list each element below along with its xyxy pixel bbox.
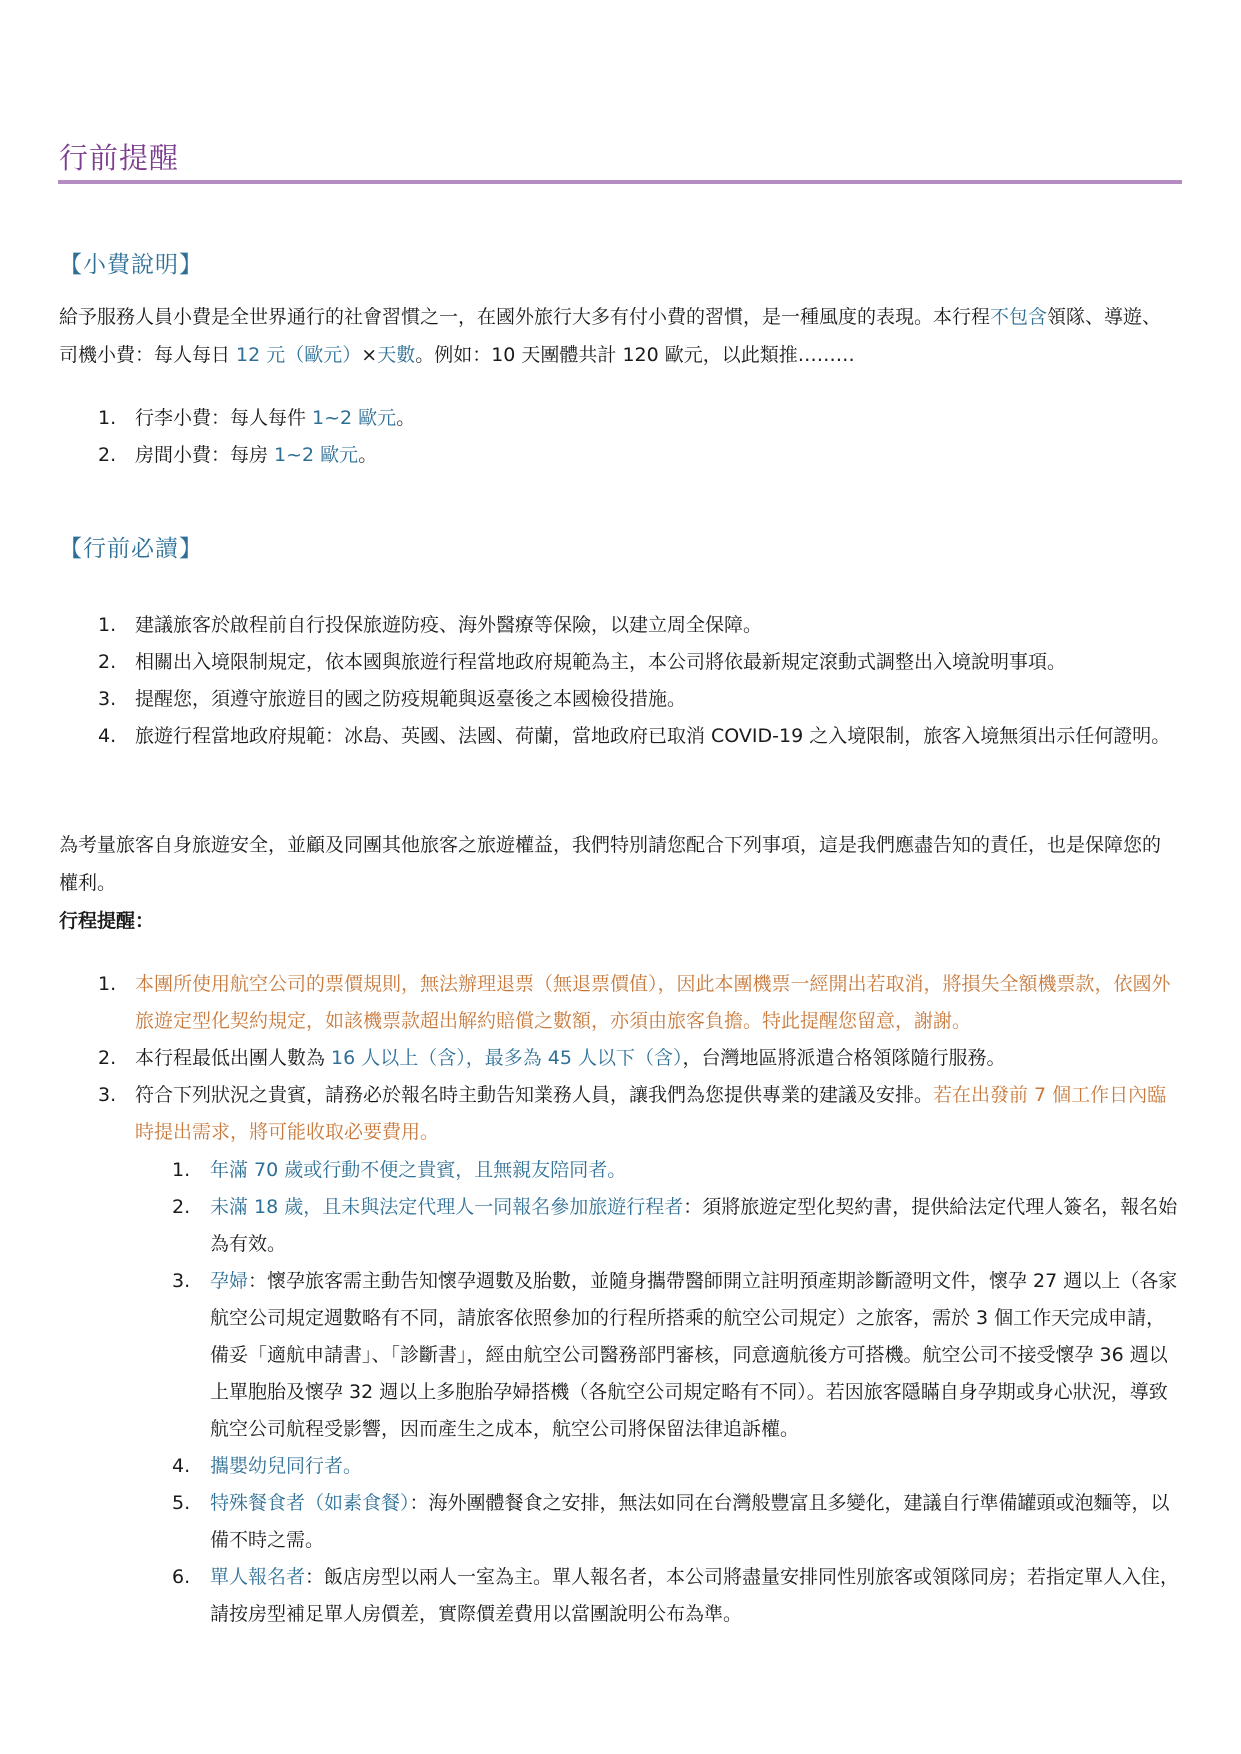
list-item-text bbox=[135, 1047, 1006, 1069]
list-number: 3. bbox=[98, 1084, 117, 1106]
text-run: 1~2 歐元 bbox=[312, 407, 397, 429]
list-item-text bbox=[210, 1492, 1170, 1551]
list-number: 1. bbox=[98, 614, 117, 636]
list-item bbox=[0, 1077, 1180, 1151]
text-run: 本團所使用航空公司的票價規則，無法辦理退票（無退票價值），因此本團機票一經開出若取消，將損失全額機票款，依國外旅遊定型化契約規定，如該機票款超出解約賠償之數額，亦須由旅客負擔。特此提醒您留意，謝謝。 bbox=[135, 973, 1171, 1032]
itinerary-reminder-label: 行程提醒： bbox=[59, 910, 155, 932]
text-run: 符合下列狀況之貴賓，請務必於報名時主動告知業務人員，讓我們為您提供專業的建議及安排。 bbox=[135, 1084, 934, 1106]
list-number: 4. bbox=[172, 1455, 191, 1477]
text-run: 。例如：10 天團體共計 120 歐元，以此類推……… bbox=[415, 344, 855, 366]
text-run: 年滿 70 歲或行動不便之貴賓，且無親友陪同者。 bbox=[210, 1159, 627, 1181]
safety-paragraph: 為考量旅客自身旅遊安全，並顧及同團其他旅客之旅遊權益，我們特別請您配合下列事項，這是我們應盡告知的責任，也是保障您的權利。 bbox=[59, 834, 1162, 894]
text-run: 房間小費：每房 bbox=[135, 444, 275, 466]
list-item-text bbox=[210, 1159, 626, 1181]
text-run: 旅遊行程當地政府規範：冰島、英國、法國、荷蘭，當地政府已取消 COVID-19 之入境限制，旅客入境無須出示任何證明。 bbox=[135, 725, 1171, 747]
list-item-text bbox=[135, 725, 1170, 747]
text-run: 領隊、導遊、司機小費：每人每日 bbox=[59, 306, 1162, 366]
tips-list bbox=[0, 400, 1241, 474]
tips-intro bbox=[59, 298, 1179, 374]
text-run: 天數 bbox=[377, 344, 416, 366]
list-number: 6. bbox=[172, 1566, 191, 1588]
text-run: 1~2 歐元 bbox=[274, 444, 359, 466]
text-run: 不包含 bbox=[990, 306, 1048, 328]
list-item bbox=[0, 400, 1180, 437]
reminders-list bbox=[0, 966, 1241, 1151]
text-run: 16 人以上（含），最多為 45 人以下（含） bbox=[331, 1047, 683, 1069]
text-run: 提醒您，須遵守旅遊目的國之防疫規範與返臺後之本國檢役措施。 bbox=[135, 688, 687, 710]
text-run: ：須將旅遊定型化契約書，提供給法定代理人簽名，報名始為有效。 bbox=[210, 1196, 1178, 1255]
list-number: 2. bbox=[98, 651, 117, 673]
list-number: 2. bbox=[172, 1196, 191, 1218]
list-item bbox=[0, 644, 1180, 681]
list-item-text bbox=[135, 407, 415, 429]
list-number: 5. bbox=[172, 1492, 191, 1514]
list-item bbox=[0, 718, 1180, 755]
text-run: 本行程最低出團人數為 bbox=[135, 1047, 332, 1069]
list-item bbox=[0, 966, 1180, 1040]
text-run: ：海外團體餐食之安排，無法如同在台灣般豐富且多變化，建議自行準備罐頭或泡麵等，以備不時之需。 bbox=[210, 1492, 1170, 1551]
text-run: ：飯店房型以兩人一室為主。單人報名者，本公司將盡量安排同性別旅客或領隊同房；若指定單人入住，請按房型補足單人房價差，實際價差費用以當團說明公布為準。 bbox=[210, 1566, 1180, 1625]
text-run: ，台灣地區將派遣合格領隊隨行服務。 bbox=[682, 1047, 1006, 1069]
list-item-text bbox=[135, 614, 762, 636]
list-item bbox=[0, 1485, 1180, 1559]
text-run: 行李小費：每人每件 bbox=[135, 407, 313, 429]
text-run: 給予服務人員小費是全世界通行的社會習慣之一，在國外旅行大多有付小費的習慣，是一種風度的表現。本行程 bbox=[59, 306, 991, 328]
list-item bbox=[0, 437, 1180, 474]
text-run: 。 bbox=[358, 444, 378, 466]
list-number: 1. bbox=[98, 407, 117, 429]
text-run: 建議旅客於啟程前自行投保旅遊防疫、海外醫療等保險，以建立周全保障。 bbox=[135, 614, 763, 636]
list-item-text bbox=[135, 651, 1066, 673]
list-number: 2. bbox=[98, 444, 117, 466]
list-number: 3. bbox=[98, 688, 117, 710]
text-run: 。 bbox=[396, 407, 416, 429]
text-run: 12 元（歐元） bbox=[236, 344, 362, 366]
reminders-sublist bbox=[0, 1152, 1241, 1633]
list-number: 1. bbox=[98, 973, 117, 995]
list-item bbox=[0, 607, 1180, 644]
text-run: ：懷孕旅客需主動告知懷孕週數及胎數，並隨身攜帶醫師開立註明預產期診斷證明文件，懷孕 27 週以上（各家航空公司規定週數略有不同，請旅客依照參加的行程所搭乘的航空公司規定）之旅客，需於 3 個工作天完成申請，備妥「適航申請書」、「診斷書」，經由航空公司醫務部門審核，同意適航後方可搭機。航空公司不接受懷孕 36 週以上單胞胎及懷孕 32 週以上多胞胎孕婦搭機（各航空公司規定略有不同）。若因旅客隱瞞自身孕期或身心狀況，導致航空公司航程受影響，因而產生之成本，航空公司將保留法律追訴權。 bbox=[210, 1270, 1178, 1440]
text-run: 孕婦 bbox=[210, 1270, 249, 1292]
list-item-text bbox=[135, 1084, 1166, 1143]
list-number: 1. bbox=[172, 1159, 191, 1181]
list-item bbox=[0, 1040, 1180, 1077]
list-item bbox=[0, 1559, 1180, 1633]
list-item-text bbox=[135, 688, 686, 710]
text-run: × bbox=[361, 344, 378, 366]
list-item-text bbox=[210, 1566, 1179, 1625]
text-run: 未滿 18 歲，且未與法定代理人一同報名參加旅遊行程者 bbox=[210, 1196, 684, 1218]
list-number: 2. bbox=[98, 1047, 117, 1069]
list-item bbox=[0, 1189, 1180, 1263]
list-number: 4. bbox=[98, 725, 117, 747]
list-item-text bbox=[210, 1196, 1177, 1255]
list-number: 3. bbox=[172, 1270, 191, 1292]
list-item bbox=[0, 1263, 1180, 1448]
list-item bbox=[0, 681, 1180, 718]
tips-heading: 【小費說明】 bbox=[59, 252, 203, 278]
list-item bbox=[0, 1152, 1180, 1189]
text-run: 特殊餐食者（如素食餐） bbox=[210, 1492, 410, 1514]
text-run: 相關出入境限制規定，依本國與旅遊行程當地政府規範為主，本公司將依最新規定滾動式調整出入境說明事項。 bbox=[135, 651, 1067, 673]
text-run: 若在出發前 7 個工作日內臨時提出需求，將可能收取必要費用。 bbox=[135, 1084, 1167, 1143]
list-item-text bbox=[135, 444, 377, 466]
title-divider bbox=[58, 180, 1182, 184]
page-title: 行前提醒 bbox=[59, 141, 180, 175]
list-item bbox=[0, 1448, 1180, 1485]
mustread-list bbox=[0, 607, 1241, 755]
text-run: 單人報名者 bbox=[210, 1566, 306, 1588]
list-item-text bbox=[210, 1455, 362, 1477]
mustread-heading: 【行前必讀】 bbox=[59, 536, 203, 562]
list-item-text bbox=[210, 1270, 1177, 1440]
list-item-text bbox=[135, 973, 1171, 1032]
text-run: 攜嬰幼兒同行者。 bbox=[210, 1455, 363, 1477]
